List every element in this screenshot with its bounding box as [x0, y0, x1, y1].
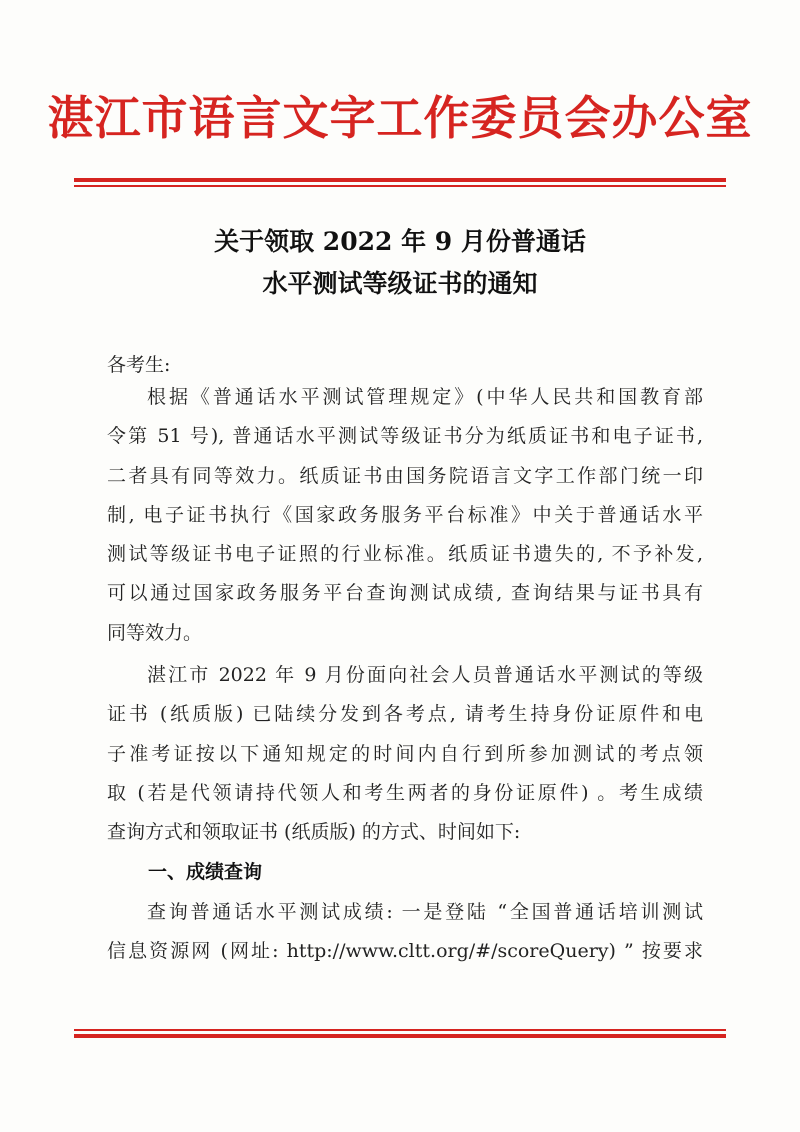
- footer-rule-thin: [74, 1029, 726, 1031]
- paragraph-line: 取 (若是代领请持代领人和考生两者的身份证原件) 。考生成绩: [107, 781, 703, 804]
- notice-title-line-1: 关于领取 2022 年 9 月份普通话: [214, 227, 586, 256]
- paragraph-line: 制, 电子证书执行《国家政务服务平台标准》中关于普通话水平: [107, 503, 703, 526]
- paragraph-distribution: [107, 656, 703, 852]
- paragraph-line: 子准考证按以下通知规定的时间内自行到所参加测试的考点领: [107, 742, 703, 765]
- letterhead-org-name: 湛江市语言文字工作委员会办公室: [47, 91, 753, 145]
- greeting: 各考生:: [107, 354, 171, 376]
- paragraph-line: 令第 51 号), 普通话水平测试等级证书分为纸质证书和电子证书,: [107, 425, 703, 448]
- letterhead-rule-thick: [74, 178, 726, 182]
- paragraph-line: 根据《普通话水平测试管理规定》(中华人民共和国教育部: [147, 386, 703, 408]
- paragraph-line: 信息资源网 (网址: http://www.cltt.org/#/scoreQuery) ” 按要求: [107, 940, 703, 963]
- letterhead-rule-thin: [74, 185, 726, 187]
- paragraph-line: 可以通过国家政务服务平台查询测试成绩, 查询结果与证书具有: [107, 582, 703, 605]
- paragraph-score-query: [107, 893, 703, 972]
- footer-rule-thick: [74, 1034, 726, 1038]
- paragraph-line: 测试等级证书电子证照的行业标准。纸质证书遗失的, 不予补发,: [107, 543, 703, 566]
- paragraph-line: 湛江市 2022 年 9 月份面向社会人员普通话水平测试的等级: [147, 664, 703, 686]
- paragraph-line: 证书 (纸质版) 已陆续分发到各考点, 请考生持身份证原件和电: [107, 703, 703, 726]
- paragraph-line: 查询方式和领取证书 (纸质版) 的方式、时间如下:: [107, 821, 521, 844]
- paragraph-line: 查询普通话水平测试成绩: 一是登陆 “全国普通话培训测试: [147, 901, 703, 923]
- paragraph-line: 二者具有同等效力。纸质证书由国务院语言文字工作部门统一印: [107, 464, 703, 487]
- paragraph-line: 同等效力。: [107, 621, 203, 644]
- section-heading-score-query: 一、成绩查询: [148, 861, 263, 883]
- notice-title-line-2: 水平测试等级证书的通知: [262, 269, 538, 298]
- paragraph-regulation: [107, 378, 703, 653]
